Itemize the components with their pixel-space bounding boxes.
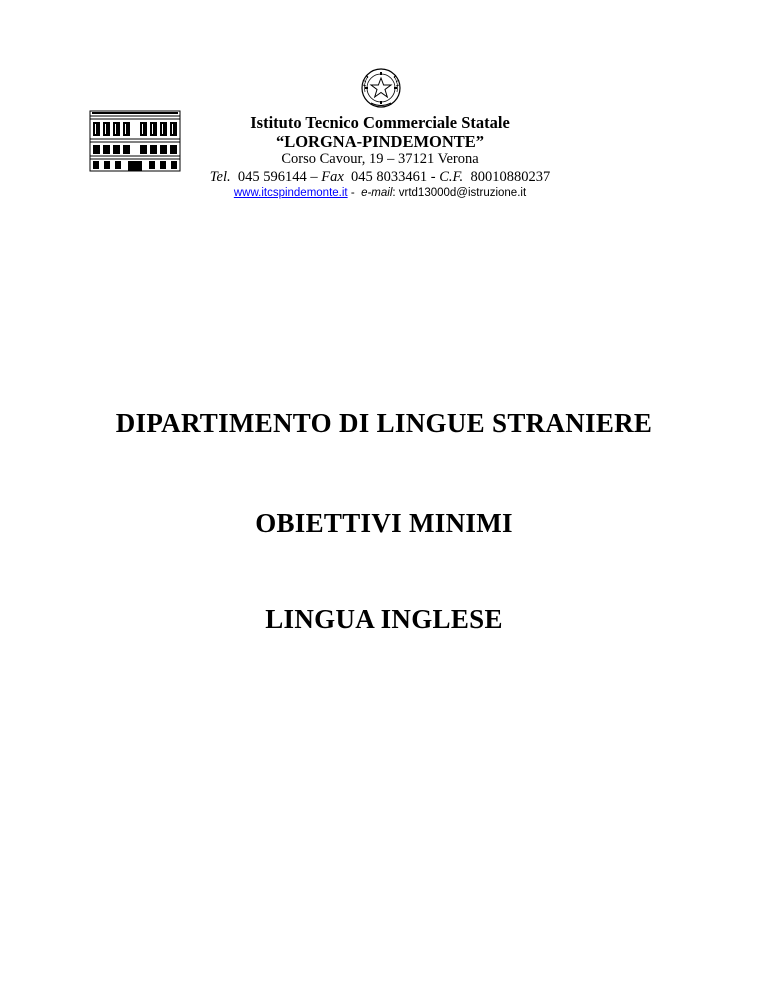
email-value: : vrtd13000d@istruzione.it	[392, 187, 527, 199]
department-title: DIPARTIMENTO DI LINGUE STRANIERE	[115, 408, 653, 438]
letterhead	[190, 113, 570, 201]
email-label: e-mail	[361, 187, 393, 199]
fax-value: 045 8033461 -	[351, 169, 436, 185]
tel-value: 045 596144 –	[237, 169, 318, 185]
web-separator: -	[350, 187, 355, 199]
objectives-title: OBIETTIVI MINIMI	[255, 508, 513, 538]
cf-label: C.F.	[439, 169, 464, 185]
language-title: LINGUA INGLESE	[265, 604, 503, 634]
institute-subname: “LORGNA-PINDEMONTE”	[275, 132, 485, 151]
institute-address: Corso Cavour, 19 – 37121 Verona	[281, 151, 479, 167]
italian-republic-emblem-icon	[359, 66, 403, 110]
institute-name: Istituto Tecnico Commerciale Statale	[250, 113, 510, 132]
cf-value: 80010880237	[470, 169, 551, 185]
web-line	[190, 186, 570, 201]
tel-label: Tel.	[209, 169, 231, 185]
contact-line	[190, 168, 570, 186]
school-building-logo-icon	[88, 109, 182, 173]
website-link[interactable]: www.itcspindemonte.it	[233, 187, 348, 199]
fax-label: Fax	[321, 169, 344, 185]
